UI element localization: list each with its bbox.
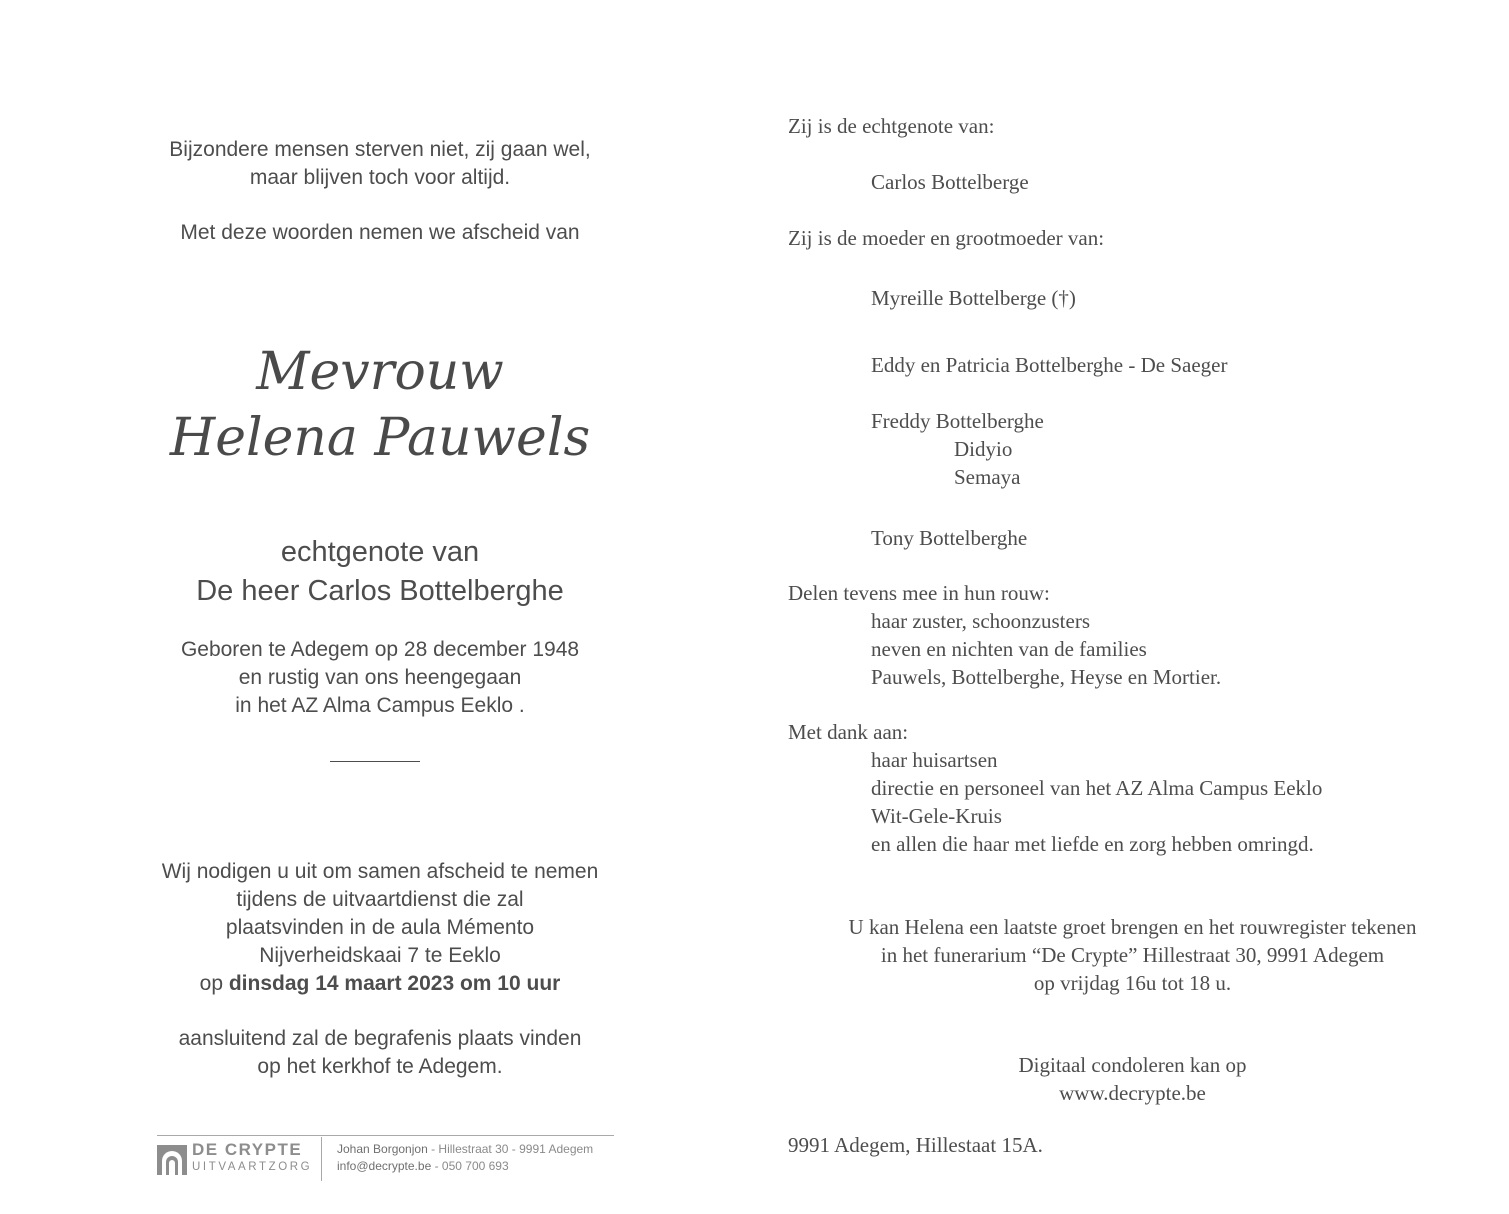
footer-contact-line bbox=[337, 1142, 593, 1156]
spouse-label: echtgenote van bbox=[280, 536, 480, 568]
mourning-entry-1: haar zuster, schoonzusters bbox=[871, 609, 1090, 633]
children-heading: Zij is de moeder en grootmoeder van: bbox=[788, 226, 1105, 250]
invite-line-3: plaatsvinden in de aula Mémento bbox=[225, 916, 535, 939]
mourning-heading: Delen tevens mee in hun rouw: bbox=[788, 581, 1050, 605]
invite-date-prefix: op bbox=[199, 972, 224, 995]
contact-name: Johan Borgonjon bbox=[337, 1142, 428, 1156]
invite-line-1: Wij nodigen u uit om samen afscheid te nemen bbox=[161, 860, 599, 883]
thanks-entry-2: directie en personeel van het AZ Alma Campus Eeklo bbox=[871, 776, 1323, 800]
contact-address: - Hillestraat 30 - 9991 Adegem bbox=[427, 1142, 594, 1156]
birth-line-3: in het AZ Alma Campus Eeklo . bbox=[235, 694, 525, 717]
mourning-entry-3: Pauwels, Bottelberghe, Heyse en Mortier. bbox=[871, 665, 1222, 689]
burial-line-2: op het kerkhof te Adegem. bbox=[257, 1055, 503, 1078]
child-entry-1: Myreille Bottelberge (†) bbox=[871, 286, 1076, 310]
visit-line-2: in het funerarium “De Crypte” Hillestraat 30, 9991 Adegem bbox=[880, 943, 1385, 967]
invite-line-2: tijdens de uitvaartdienst die zal bbox=[236, 888, 524, 911]
thanks-entry-4: en allen die haar met liefde en zorg hebben omringd. bbox=[871, 832, 1314, 856]
invite-line-5 bbox=[0, 972, 760, 996]
visit-line-1: U kan Helena een laatste groet brengen en het rouwregister tekenen bbox=[848, 915, 1417, 939]
quote-line-1: Bijzondere mensen sterven niet, zij gaan wel, bbox=[169, 138, 591, 161]
invite-line-4: Nijverheidskaai 7 te Eeklo bbox=[259, 944, 501, 967]
spouse-heading: Zij is de echtgenote van: bbox=[788, 114, 995, 138]
child-entry-2: Eddy en Patricia Bottelberghe - De Saeger bbox=[871, 353, 1228, 377]
address-line: 9991 Adegem, Hillestaat 15A. bbox=[788, 1133, 1043, 1157]
intro-text: Met deze woorden nemen we afscheid van bbox=[180, 221, 580, 244]
deceased-name: Helena Pauwels bbox=[169, 408, 591, 468]
footer-rule bbox=[157, 1135, 614, 1136]
burial-line-1: aansluitend zal de begrafenis plaats vinden bbox=[178, 1027, 582, 1050]
grandchild-entry-1: Didyio bbox=[954, 437, 1013, 461]
child-entry-3: Freddy Bottelberghe bbox=[871, 409, 1044, 433]
quote-line-2: maar blijven toch voor altijd. bbox=[249, 166, 511, 189]
visit-line-3: op vrijdag 16u tot 18 u. bbox=[1033, 971, 1232, 995]
contact-phone: - 050 700 693 bbox=[431, 1159, 509, 1173]
mourning-entry-2: neven en nichten van de families bbox=[871, 637, 1147, 661]
logo-name: DE CRYPTE bbox=[192, 1140, 303, 1159]
deceased-title: Mevrouw bbox=[256, 342, 504, 402]
child-entry-4: Tony Bottelberghe bbox=[871, 526, 1028, 550]
grandchild-entry-2: Semaya bbox=[954, 465, 1021, 489]
thanks-entry-3: Wit-Gele-Kruis bbox=[871, 804, 1002, 828]
crypte-logo-icon bbox=[157, 1145, 187, 1175]
contact-email[interactable]: info@decrypte.be bbox=[337, 1159, 432, 1173]
footer-separator bbox=[321, 1137, 322, 1181]
spouse-name: De heer Carlos Bottelberghe bbox=[196, 575, 564, 607]
footer-email-line bbox=[337, 1159, 509, 1173]
divider-line bbox=[330, 761, 420, 762]
condole-line-1: Digitaal condoleren kan op bbox=[1018, 1053, 1247, 1077]
thanks-heading: Met dank aan: bbox=[788, 720, 909, 744]
thanks-entry-1: haar huisartsen bbox=[871, 748, 998, 772]
condole-link[interactable]: www.decrypte.be bbox=[1059, 1081, 1206, 1105]
logo-subtitle: UITVAARTZORG bbox=[192, 1161, 313, 1173]
birth-line-2: en rustig van ons heengegaan bbox=[238, 666, 522, 689]
birth-line-1: Geboren te Adegem op 28 december 1948 bbox=[180, 638, 580, 661]
spouse-entry: Carlos Bottelberge bbox=[871, 170, 1029, 194]
invite-date: dinsdag 14 maart 2023 om 10 uur bbox=[228, 972, 561, 995]
